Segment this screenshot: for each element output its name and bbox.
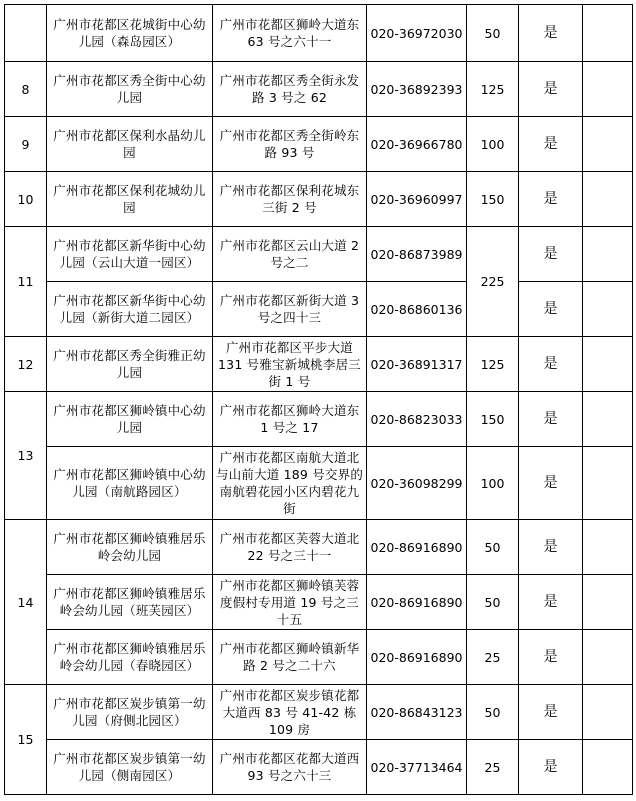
kindergarten-name-cell: 广州市花都区狮岭镇中心幼儿园 <box>47 392 213 447</box>
count-cell: 100 <box>467 447 519 520</box>
count-cell: 50 <box>467 685 519 740</box>
table-row <box>5 520 633 575</box>
address-cell: 广州市花都区狮岭镇新华路 2 号之二十六 <box>213 630 367 685</box>
table-row <box>5 337 633 392</box>
phone-cell: 020-86916890 <box>367 575 467 630</box>
address-cell: 广州市花都区南航大道北与山前大道 189 号交界的南航碧花园小区内碧花九街 <box>213 447 367 520</box>
flag-cell: 是 <box>519 337 583 392</box>
row-number-cell: 13 <box>5 392 47 520</box>
blank-cell <box>583 172 633 227</box>
count-cell: 125 <box>467 62 519 117</box>
address-cell: 广州市花都区保利花城东三街 2 号 <box>213 172 367 227</box>
flag-cell: 是 <box>519 282 583 337</box>
flag-cell: 是 <box>519 740 583 795</box>
address-cell: 广州市花都区新街大道 3 号之四十三 <box>213 282 367 337</box>
address-cell: 广州市花都区云山大道 2 号之二 <box>213 227 367 282</box>
blank-cell <box>583 62 633 117</box>
address-cell: 广州市花都区芙蓉大道北 22 号之三十一 <box>213 520 367 575</box>
address-cell: 广州市花都区炭步镇花都大道西 83 号 41-42 栋 109 房 <box>213 685 367 740</box>
blank-cell <box>583 575 633 630</box>
flag-cell: 是 <box>519 117 583 172</box>
table-row <box>5 447 633 520</box>
flag-cell: 是 <box>519 630 583 685</box>
address-cell: 广州市花都区狮岭大道东 1 号之 17 <box>213 392 367 447</box>
row-number-cell: 10 <box>5 172 47 227</box>
row-number-cell: 14 <box>5 520 47 685</box>
table-row <box>5 172 633 227</box>
table-row <box>5 62 633 117</box>
blank-cell <box>583 520 633 575</box>
kindergarten-table <box>4 4 633 795</box>
count-cell: 150 <box>467 172 519 227</box>
flag-cell: 是 <box>519 392 583 447</box>
phone-cell: 020-36892393 <box>367 62 467 117</box>
row-number-cell <box>5 5 47 62</box>
address-cell: 广州市花都区狮岭大道东 63 号之六十一 <box>213 5 367 62</box>
phone-cell: 020-36966780 <box>367 117 467 172</box>
table-row <box>5 5 633 62</box>
table-row <box>5 282 633 337</box>
table-row <box>5 685 633 740</box>
kindergarten-name-cell: 广州市花都区保利花城幼儿园 <box>47 172 213 227</box>
table-row <box>5 117 633 172</box>
kindergarten-name-cell: 广州市花都区狮岭镇雅居乐岭会幼儿园（班芙园区） <box>47 575 213 630</box>
kindergarten-name-cell: 广州市花都区花城街中心幼儿园（森岛园区） <box>47 5 213 62</box>
row-number-cell: 12 <box>5 337 47 392</box>
row-number-cell: 15 <box>5 685 47 795</box>
count-cell: 150 <box>467 392 519 447</box>
phone-cell: 020-36098299 <box>367 447 467 520</box>
address-cell: 广州市花都区平步大道 131 号雅宝新城桃李居三街 1 号 <box>213 337 367 392</box>
blank-cell <box>583 5 633 62</box>
blank-cell <box>583 740 633 795</box>
blank-cell <box>583 685 633 740</box>
kindergarten-name-cell: 广州市花都区秀全街中心幼儿园 <box>47 62 213 117</box>
table-row <box>5 740 633 795</box>
address-cell: 广州市花都区狮岭镇芙蓉度假村专用道 19 号之三十五 <box>213 575 367 630</box>
phone-cell: 020-86860136 <box>367 282 467 337</box>
blank-cell <box>583 227 633 282</box>
table-row <box>5 575 633 630</box>
address-cell: 广州市花都区花都大道西 93 号之六十三 <box>213 740 367 795</box>
blank-cell <box>583 117 633 172</box>
blank-cell <box>583 392 633 447</box>
kindergarten-name-cell: 广州市花都区狮岭镇雅居乐岭会幼儿园（春晓园区） <box>47 630 213 685</box>
phone-cell: 020-36960997 <box>367 172 467 227</box>
blank-cell <box>583 337 633 392</box>
kindergarten-name-cell: 广州市花都区炭步镇第一幼儿园（府侧北园区） <box>47 685 213 740</box>
kindergarten-name-cell: 广州市花都区保利水晶幼儿园 <box>47 117 213 172</box>
phone-cell: 020-36891317 <box>367 337 467 392</box>
phone-cell: 020-86916890 <box>367 520 467 575</box>
kindergarten-name-cell: 广州市花都区新华街中心幼儿园（新街大道二园区） <box>47 282 213 337</box>
flag-cell: 是 <box>519 172 583 227</box>
flag-cell: 是 <box>519 685 583 740</box>
flag-cell: 是 <box>519 520 583 575</box>
flag-cell: 是 <box>519 227 583 282</box>
row-number-cell: 8 <box>5 62 47 117</box>
phone-cell: 020-37713464 <box>367 740 467 795</box>
kindergarten-name-cell: 广州市花都区秀全街雅正幼儿园 <box>47 337 213 392</box>
count-cell: 50 <box>467 5 519 62</box>
flag-cell: 是 <box>519 5 583 62</box>
phone-cell: 020-86823033 <box>367 392 467 447</box>
count-cell: 25 <box>467 630 519 685</box>
row-number-cell: 11 <box>5 227 47 337</box>
flag-cell: 是 <box>519 62 583 117</box>
count-cell: 50 <box>467 520 519 575</box>
address-cell: 广州市花都区秀全街永发路 3 号之 62 <box>213 62 367 117</box>
address-cell: 广州市花都区秀全街岭东路 93 号 <box>213 117 367 172</box>
table-row <box>5 392 633 447</box>
kindergarten-name-cell: 广州市花都区狮岭镇雅居乐岭会幼儿园 <box>47 520 213 575</box>
blank-cell <box>583 282 633 337</box>
table-row <box>5 630 633 685</box>
row-number-cell: 9 <box>5 117 47 172</box>
kindergarten-name-cell: 广州市花都区新华街中心幼儿园（云山大道一园区） <box>47 227 213 282</box>
flag-cell: 是 <box>519 575 583 630</box>
count-cell: 100 <box>467 117 519 172</box>
phone-cell: 020-86843123 <box>367 685 467 740</box>
phone-cell: 020-36972030 <box>367 5 467 62</box>
table-row <box>5 227 633 282</box>
phone-cell: 020-86916890 <box>367 630 467 685</box>
blank-cell <box>583 447 633 520</box>
blank-cell <box>583 630 633 685</box>
count-cell: 125 <box>467 337 519 392</box>
flag-cell: 是 <box>519 447 583 520</box>
kindergarten-name-cell: 广州市花都区狮岭镇中心幼儿园（南航路园区） <box>47 447 213 520</box>
count-cell: 25 <box>467 740 519 795</box>
phone-cell: 020-86873989 <box>367 227 467 282</box>
count-cell: 50 <box>467 575 519 630</box>
count-cell: 225 <box>467 227 519 337</box>
kindergarten-name-cell: 广州市花都区炭步镇第一幼儿园（侧南园区） <box>47 740 213 795</box>
